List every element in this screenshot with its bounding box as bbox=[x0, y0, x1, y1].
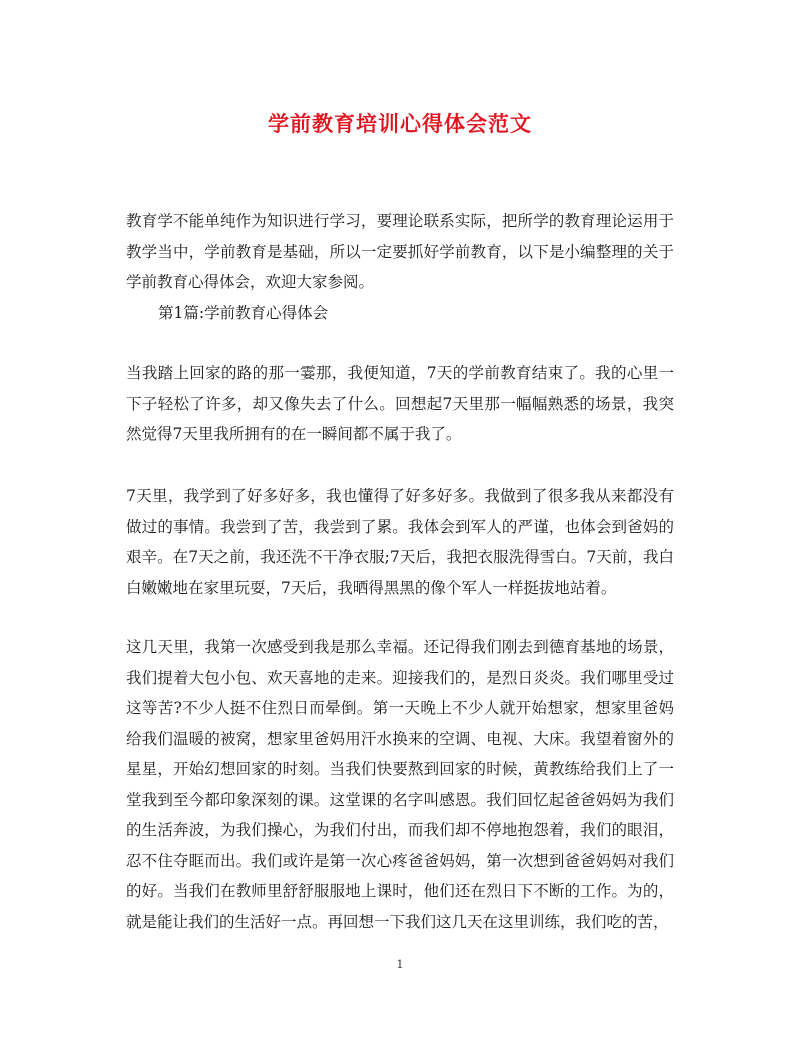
body-paragraph: 7天里，我学到了好多好多，我也懂得了好多好多。我做到了很多我从来都没有做过的事情。我尝到了苦，我尝到了累。我体会到军人的严谨，也体会到爸妈的艰辛。在7天之前，我还洗不干净衣服;7天后，我把衣服洗得雪白。7天前，我白白嫩嫩地在家里玩耍，7天后，我晒得黑黑的像个军人一样挺拔地站着。 bbox=[126, 487, 674, 597]
intro-paragraph: 教育学不能单纯作为知识进行学习，要理论联系实际，把所学的教育理论运用于教学当中，学前教育是基础，所以一定要抓好学前教育，以下是小编整理的关于学前教育心得体会，欢迎大家参阅。 bbox=[126, 212, 674, 291]
section-heading: 第1篇:学前教育心得体会 bbox=[158, 304, 329, 322]
document-title: 学前教育培训心得体会范文 bbox=[268, 111, 532, 136]
page-number: 1 bbox=[396, 958, 404, 971]
body-paragraph: 这几天里，我第一次感受到我是那么幸福。还记得我们刚去到德育基地的场景，我们提着大包小包、欢天喜地的走来。迎接我们的，是烈日炎炎。我们哪里受过这等苦?不少人挺不住烈日而晕倒。第一天晚上不少人就开始想家，想家里爸妈给我们温暖的被窝，想家里爸妈用汗水换来的空调、电视、大床。我望着窗外的星星，开始幻想回家的时刻。当我们快要熬到回家的时候，黄教练给我们上了一堂我到至今都印象深刻的课。这堂课的名字叫感恩。我们回忆起爸爸妈妈为我们的生活奔波，为我们操心，为我们付出，而我们却不停地抱怨着，我们的眼泪，忍不住夺眶而出。我们或许是第一次心疼爸爸妈妈，第一次想到爸爸妈妈对我们的好。当我们在教师里舒舒服服地上课时，他们还在烈日下不断的工作。为的，就是能让我们的生活好一点。再回想一下我们这几天在这里训练，我们吃的苦， bbox=[126, 638, 674, 931]
body-paragraph: 当我踏上回家的路的那一霎那，我便知道，7天的学前教育结束了。我的心里一下子轻松了许多，却又像失去了什么。回想起7天里那一幅幅熟悉的场景，我突然觉得7天里我所拥有的在一瞬间都不属于我了。 bbox=[126, 364, 674, 443]
